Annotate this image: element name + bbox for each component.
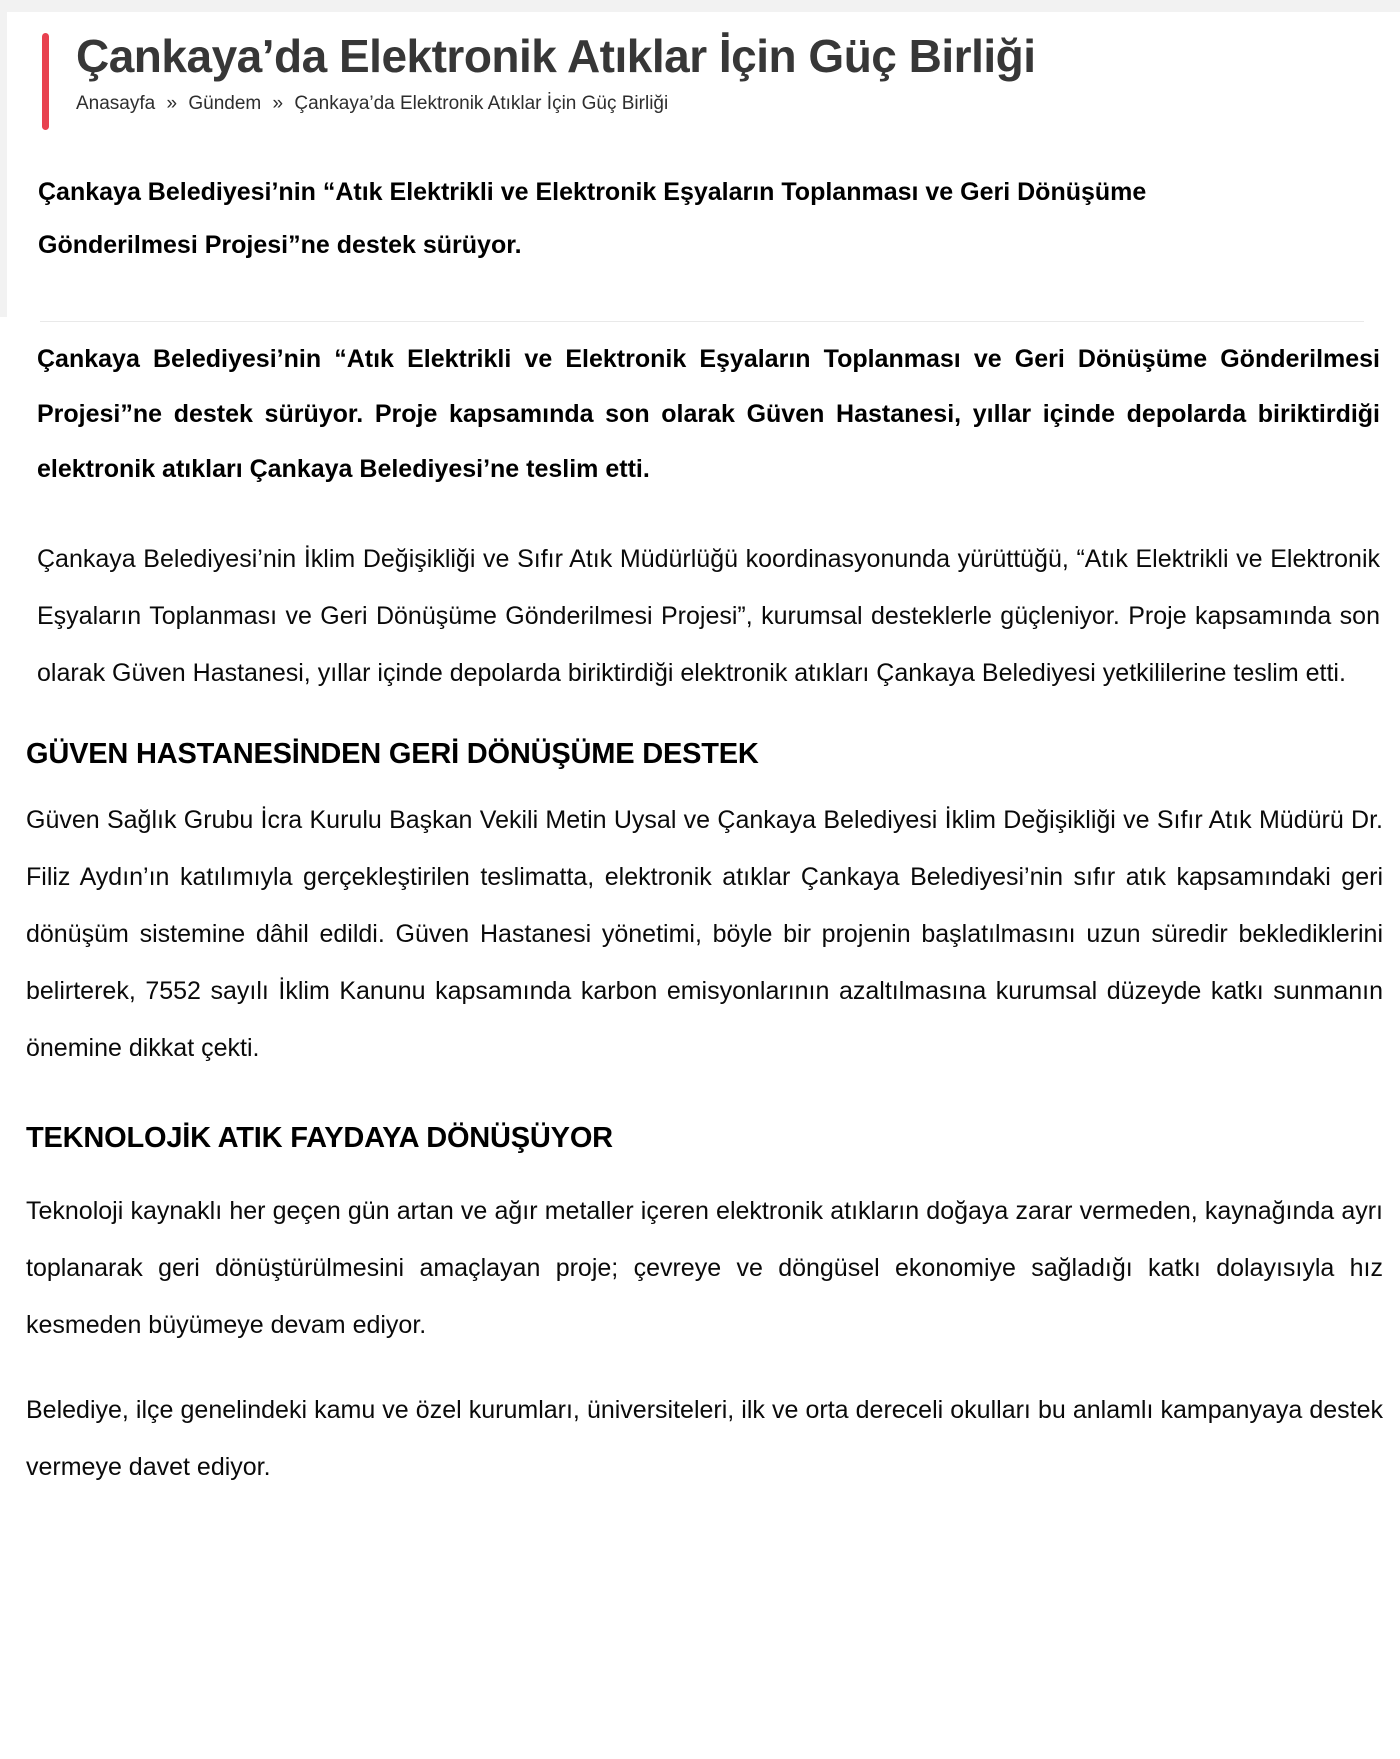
section-heading-teknolojik-atik: TEKNOLOJİK ATIK FAYDAYA DÖNÜŞÜYOR bbox=[26, 1122, 613, 1154]
section-divider bbox=[40, 321, 1364, 322]
article-lede: Çankaya Belediyesi’nin “Atık Elektrikli ve Elektronik Eşyaların Toplanması ve Geri Dönüşüme Gönderilmesi Projesi”ne destek sürüyor. bbox=[38, 178, 1147, 259]
breadcrumb-separator: » bbox=[272, 93, 284, 114]
article-header bbox=[42, 30, 1400, 130]
breadcrumb-separator: » bbox=[166, 93, 178, 114]
article-paragraph: Teknoloji kaynaklı her geçen gün artan ve ağır metaller içeren elektronik atıkların doğaya zarar vermeden, kaynağında ayrı toplanarak geri dönüştürülmesini amaçlayan proje; çevreye ve döngüsel ekonomiye sağladığı katkı dolayısıyla hız kesmeden büyümeye devam ediyor. bbox=[26, 1197, 1383, 1339]
page-title: Çankaya’da Elektronik Atıklar İçin Güç Birliği bbox=[76, 30, 1036, 82]
section-heading-guven-hastanesi: GÜVEN HASTANESİNDEN GERİ DÖNÜŞÜME DESTEK bbox=[26, 738, 759, 770]
title-accent-bar bbox=[42, 33, 49, 130]
page-background-left-edge bbox=[0, 0, 7, 317]
breadcrumb-current-page: Çankaya’da Elektronik Atıklar İçin Güç Birliği bbox=[294, 93, 669, 114]
article-intro: Çankaya Belediyesi’nin İklim Değişikliği ve Sıfır Atık Müdürlüğü koordinasyonunda yürüttüğü, “Atık Elektrikli ve Elektronik Eşyaların Toplanması ve Geri Dönüşüme Gönderilmesi Projesi”, kurumsal desteklerle güçleniyor. Proje kapsamında son olarak Güven Hastanesi, yıllar içinde depolarda biriktirdiği elektronik atıkları Çankaya Belediyesi yetkililerine teslim etti. bbox=[37, 545, 1380, 687]
breadcrumb-category-link[interactable]: Gündem bbox=[188, 93, 262, 114]
article-paragraph: Belediye, ilçe genelindeki kamu ve özel kurumları, üniversiteleri, ilk ve orta dereceli okulları bu anlamlı kampanyaya destek vermeye davet ediyor. bbox=[26, 1396, 1383, 1481]
page-background-top-edge bbox=[0, 0, 1400, 12]
breadcrumb bbox=[76, 92, 1036, 116]
article-paragraph: Güven Sağlık Grubu İcra Kurulu Başkan Vekili Metin Uysal ve Çankaya Belediyesi İklim Değişikliği ve Sıfır Atık Müdürü Dr. Filiz Aydın’ın katılımıyla gerçekleştirilen teslimatta, elektronik atıklar Çankaya Belediyesi’nin sıfır atık kapsamındaki geri dönüşüm sistemine dâhil edildi. Güven Hastanesi yönetimi, böyle bir projenin başlatılmasını uzun süredir beklediklerini belirterek, 7552 sayılı İklim Kanunu kapsamında karbon emisyonlarının azaltılmasına kurumsal düzeyde katkı sunmanın önemine dikkat çekti. bbox=[26, 806, 1383, 1062]
article-intro-bold: Çankaya Belediyesi’nin “Atık Elektrikli ve Elektronik Eşyaların Toplanması ve Geri Dönüşüme Gönderilmesi Projesi”ne destek sürüyor. Proje kapsamında son olarak Güven Hastanesi, yıllar içinde depolarda biriktirdiği elektronik atıkları Çankaya Belediyesi’ne teslim etti. bbox=[37, 345, 1380, 483]
breadcrumb-home-link[interactable]: Anasayfa bbox=[76, 93, 156, 114]
